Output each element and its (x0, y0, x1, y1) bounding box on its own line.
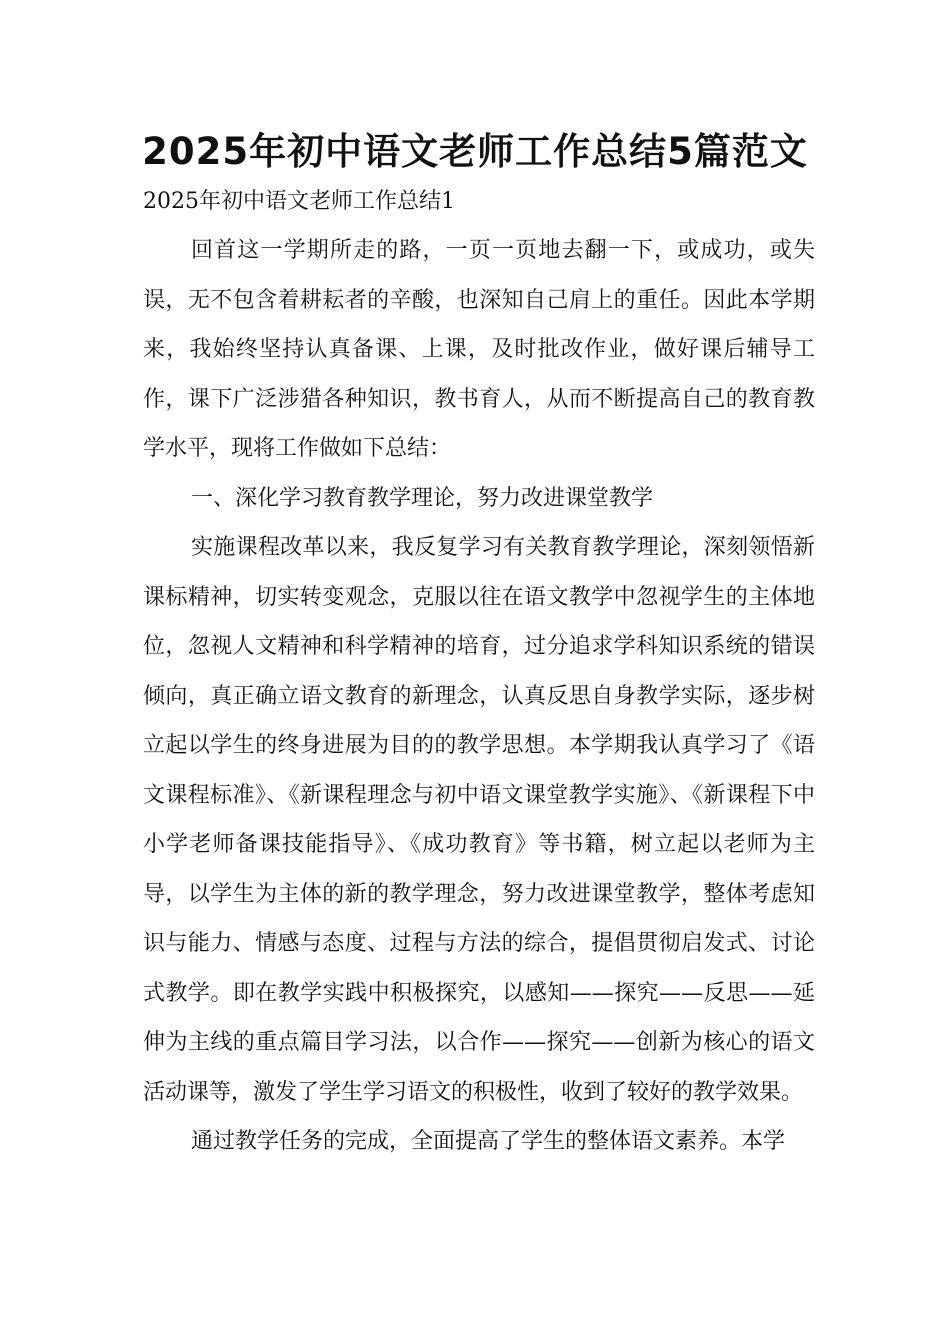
paragraph-intro: 回首这一学期所走的路，一页一页地去翻一下，或成功，或失误，无不包含着耕耘者的辛酸，也深知自己肩上的重任。因此本学期来，我始终坚持认真备课、上课，及时批改作业，做好课后辅导工作，课下广泛涉猎各种知识，教书育人，从而不断提高自己的教育教学水平，现将工作做如下总结： (143, 238, 815, 461)
document-body (143, 226, 815, 1167)
paragraph-results: 通过教学任务的完成，全面提高了学生的整体语文素养。本学 (191, 1129, 786, 1154)
paragraph-theory: 实施课程改革以来，我反复学习有关教育教学理论，深刻领悟新课标精神，切实转变观念，克服以往在语文教学中忽视学生的主体地位，忽视人文精神和科学精神的培育，过分追求学科知识系统的错误倾向，真正确立语文教育的新理念，认真反思自身教学实际，逐步树立起以学生的终身进展为目的的教学思想。本学期我认真学习了《语文课程标准》、《新课程理念与初中语文课堂教学实施》、《新课程下中小学老师备课技能指导》、《成功教育》等书籍，树立起以老师为主导，以学生为主体的新的教学理念，努力改进课堂教学，整体考虑知识与能力、情感与态度、过程与方法的综合，提倡贯彻启发式、讨论式教学。即在教学实践中积极探究，以感知——探究——反思——延伸为主线的重点篇目学习法，以合作——探究——创新为核心的语文活动课等，激发了学生学习语文的积极性，收到了较好的教学效果。 (143, 535, 815, 1105)
section-subtitle: 2025年初中语文老师工作总结1 (143, 189, 455, 214)
document-title: 2025年初中语文老师工作总结5篇范文 (142, 130, 808, 173)
paragraph-heading-1: 一、深化学习教育教学理论，努力改进课堂教学 (191, 485, 654, 511)
